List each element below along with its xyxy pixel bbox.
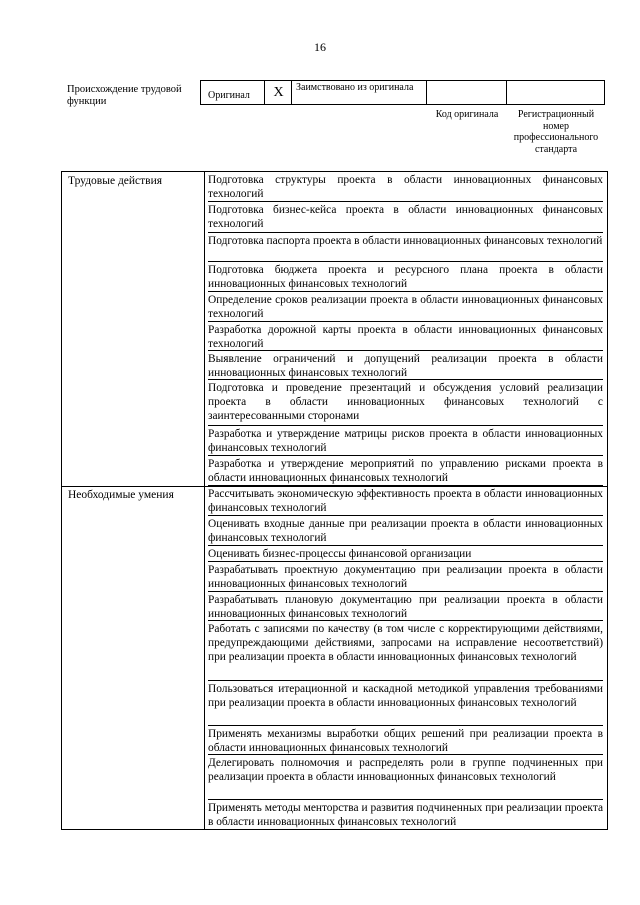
- list-item: Подготовка и проведение презентаций и обсуждения условий реализации проекта в области инновационных финансовых технологий с заинтересованными сторонами: [208, 380, 603, 426]
- list-item: Разработка и утверждение матрицы рисков проекта в области инновационных финансовых технологий: [208, 428, 603, 454]
- list-item: Разработка дорожной карты проекта в области инновационных финансовых технологий: [208, 324, 603, 350]
- main-table: [61, 171, 608, 830]
- borrowed-cell: [292, 81, 427, 104]
- list-item: Разработка и утверждение мероприятий по управлению рисками проекта в области инновационных финансовых технологий: [208, 458, 603, 484]
- column-divider: [204, 172, 205, 829]
- list-item: Оценивать бизнес-процессы финансовой организации: [208, 546, 603, 562]
- page-number: 16: [314, 40, 326, 54]
- list-item: Делегировать полномочия и распределять роли в группе подчиненных при реализации проекта в области инновационных финансовых технологий: [208, 755, 603, 800]
- list-item: Применять механизмы выработки общих решений при реализации проекта в области инновационных финансовых технологий: [208, 728, 603, 754]
- list-item: Разрабатывать проектную документацию при реализации проекта в области инновационных финансовых технологий: [208, 564, 603, 590]
- list-item: Подготовка бюджета проекта и ресурсного плана проекта в области инновационных финансовых технологий: [208, 264, 603, 290]
- section-label-required-skills: Необходимые умения: [68, 489, 174, 501]
- list-item: Применять методы менторства и развития подчиненных при реализации проекта в области инновационных финансовых технологий: [208, 802, 603, 828]
- list-item: Разрабатывать плановую документацию при реализации проекта в области инновационных финансовых технологий: [208, 594, 603, 620]
- code-cell: [427, 81, 507, 104]
- original-mark-cell: [265, 81, 292, 104]
- origin-label: Происхождение трудовой функции: [67, 84, 182, 107]
- section-label-labor-actions: Трудовые действия: [68, 175, 163, 187]
- list-item: Выявление ограничений и допущений реализации проекта в области инновационных финансовых технологий: [208, 353, 603, 379]
- reg-number-caption: Регистрационный номер профессионального стандарта: [513, 109, 599, 155]
- original-mark: X: [273, 85, 284, 100]
- borrowed-label: Заимствовано из оригинала: [296, 82, 414, 93]
- list-item: Оценивать входные данные при реализации проекта в области инновационных финансовых технологий: [208, 518, 603, 544]
- original-label: Оригинал: [208, 90, 250, 101]
- list-item: Пользоваться итерационной и каскадной методикой управления требованиями при реализации проекта в области инновационных финансовых технологий: [208, 681, 603, 726]
- original-cell: [201, 81, 265, 104]
- origin-table: [200, 80, 605, 105]
- list-item: Подготовка структуры проекта в области инновационных финансовых технологий: [208, 174, 603, 200]
- reg-number-cell: [507, 81, 604, 104]
- code-caption: Код оригинала: [435, 109, 499, 120]
- list-item: Определение сроков реализации проекта в области инновационных финансовых технологий: [208, 294, 603, 320]
- list-item: Рассчитывать экономическую эффективность проекта в области инновационных финансовых технологий: [208, 488, 603, 514]
- list-item: Подготовка бизнес-кейса проекта в области инновационных финансовых технологий: [208, 202, 603, 233]
- list-item: Работать с записями по качеству (в том числе с корректирующими действиями, предупреждающими действиями, запросами на исправление несоответствий) при реализации проекта в области инновационных финансовых технологий: [208, 621, 603, 681]
- list-item: Подготовка паспорта проекта в области инновационных финансовых технологий: [208, 233, 603, 262]
